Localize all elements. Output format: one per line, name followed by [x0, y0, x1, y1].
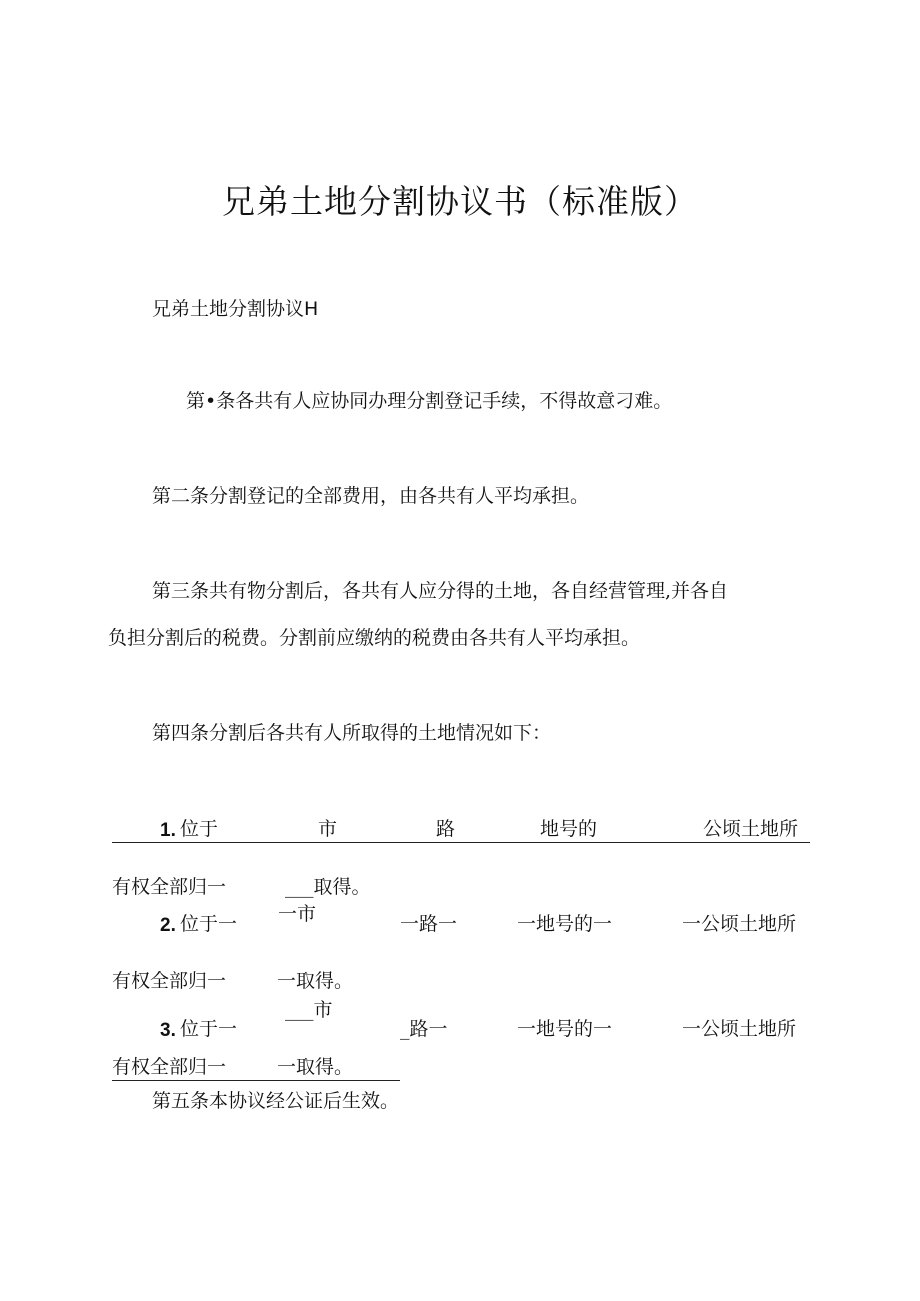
- parcel-3-owner-suffix: 一取得。: [277, 1056, 354, 1078]
- parcel-3-owner-prefix: 有权全部归一: [112, 1056, 227, 1078]
- parcel-3-lot: 一地号的一: [517, 1018, 613, 1040]
- parcel-2-road: 一路一: [400, 913, 458, 935]
- article-3-line-1: 第三条共有物分割后，各共有人应分得的土地，各自经营管理,并各自: [152, 580, 729, 602]
- parcel-3-underline: [112, 1080, 400, 1081]
- parcel-3-located: 位于一: [180, 1018, 238, 1040]
- parcel-2-city: 一市: [278, 903, 317, 925]
- article-3-line-2: 负担分割后的税费。分割前应缴纳的税费由各共有人平均承担。: [108, 627, 641, 649]
- parcel-2-number: 2.: [160, 915, 176, 936]
- article-1: 第•条各共有人应协同办理分割登记手续，不得故意刁难。: [186, 390, 673, 412]
- parcel-1-area: 公顷土地所: [703, 818, 799, 840]
- parcel-1-owner-suffix: ___取得。: [285, 876, 371, 898]
- sub-heading: 兄弟土地分割协议H: [152, 298, 319, 320]
- parcel-2-located: 位于一: [180, 913, 238, 935]
- parcel-1-owner-prefix: 有权全部归一: [112, 876, 227, 898]
- article-4: 第四条分割后各共有人所取得的土地情况如下：: [152, 722, 552, 744]
- parcel-2-owner-prefix: 有权全部归一: [112, 970, 227, 992]
- parcel-1-city: 市: [318, 818, 338, 840]
- parcel-3-area: 一公顷土地所: [682, 1018, 797, 1040]
- parcel-1-located: 位于: [180, 818, 219, 840]
- parcel-1-road: 路: [436, 818, 456, 840]
- parcel-3-number: 3.: [160, 1020, 176, 1041]
- parcel-2-owner-suffix: 一取得。: [277, 970, 354, 992]
- parcel-1-underline: [112, 842, 810, 843]
- parcel-3-road: _路一: [400, 1018, 448, 1040]
- page-title: 兄弟土地分割协议书（标准版）: [222, 182, 698, 221]
- article-2: 第二条分割登记的全部费用，由各共有人平均承担。: [152, 485, 590, 507]
- parcel-3-city: ___市: [285, 999, 333, 1021]
- parcel-1-number: 1.: [160, 820, 176, 841]
- article-5: 第五条本协议经公证后生效。: [152, 1090, 400, 1112]
- parcel-2-lot: 一地号的一: [517, 913, 613, 935]
- parcel-2-area: 一公顷土地所: [682, 913, 797, 935]
- parcel-1-lot: 地号的: [540, 818, 598, 840]
